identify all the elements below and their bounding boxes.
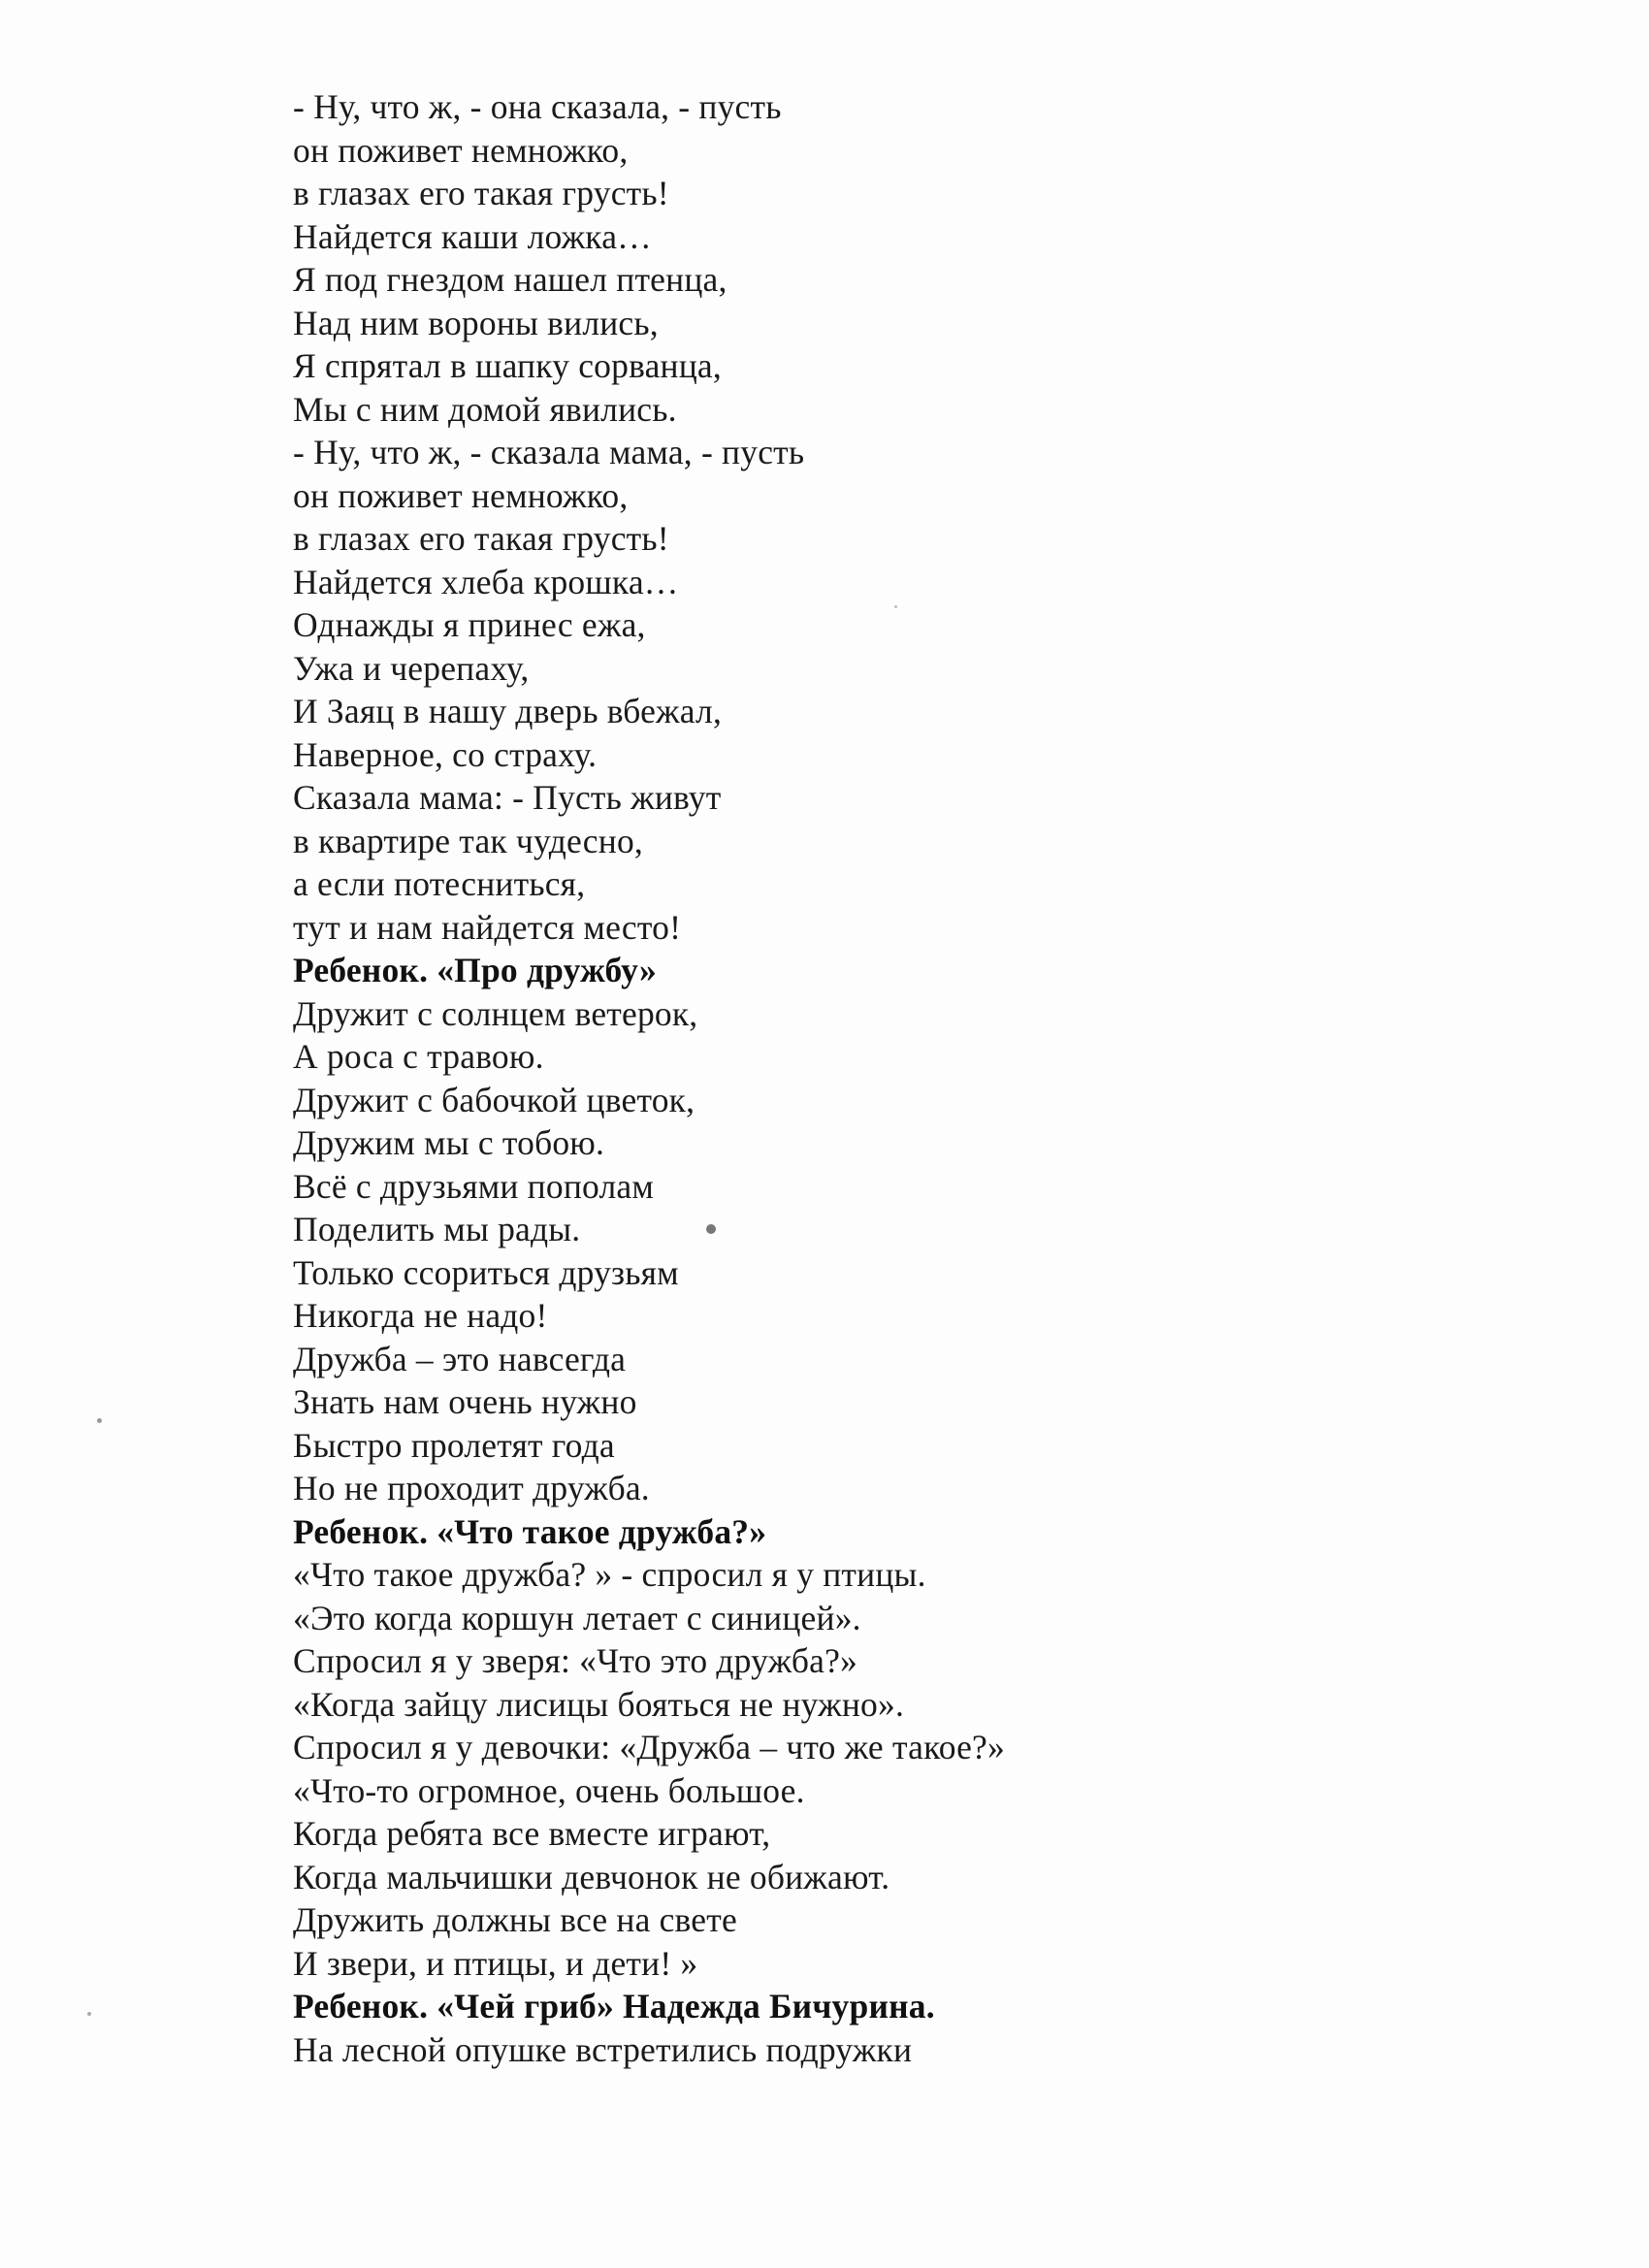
section-heading: Ребенок. «Что такое дружба?» (293, 1511, 767, 1551)
poem-line: Мы с ним домой явились. (293, 389, 677, 429)
poem-line: Знать нам очень нужно (293, 1382, 637, 1421)
poem-line: Спросил я у зверя: «Что это дружба?» (293, 1641, 857, 1680)
poem-line: И Заяц в нашу дверь вбежал, (293, 692, 723, 730)
poem-line: Я под гнездом нашел птенца, (293, 260, 728, 299)
poem-line: Найдется хлеба крошка… (293, 562, 679, 601)
poem-line: - Ну, что ж, - сказала мама, - пусть (293, 433, 805, 471)
poem-line: он поживет немножко, (293, 475, 629, 515)
poem-line: в квартире так чудесно, (293, 821, 643, 860)
poem-line: «Это когда коршун летает с синицей». (293, 1598, 861, 1637)
poem-line: Ужа и черепаху, (293, 648, 530, 688)
poem-line: Наверное, со страху. (293, 734, 598, 774)
poem-line: он поживет немножко, (293, 130, 629, 170)
poem-line: Дружит с бабочкой цветок, (293, 1080, 695, 1119)
poem-line: И звери, и птицы, и дети! » (293, 1943, 698, 1983)
poem-line: Всё с друзьями пополам (293, 1166, 655, 1206)
poem-line: Однажды я принес ежа, (293, 605, 646, 644)
poem-line: «Когда зайцу лисицы бояться не нужно». (293, 1684, 905, 1724)
scan-speck-mark (87, 2012, 91, 2016)
section-heading: Ребенок. «Про дружбу» (293, 951, 657, 989)
section-heading: Ребенок. «Чей гриб» Надежда Бичурина. (293, 1987, 935, 2025)
poem-line: Спросил я у девочки: «Дружба – что же такое?» (293, 1728, 1005, 1766)
poem-line: в глазах его такая грусть! (293, 174, 669, 212)
poem-line: а если потесниться, (293, 864, 586, 903)
poem-text-block (293, 85, 1457, 2071)
scan-speck-mark (97, 1418, 102, 1423)
poem-line: А роса с травою. (293, 1037, 544, 1076)
poem-line: Над ним вороны вились, (293, 303, 659, 342)
poem-line: Я спрятал в шапку сорванца, (293, 346, 722, 385)
scan-speck-mark (894, 605, 897, 608)
poem-line: На лесной опушке встретились подружки (293, 2029, 913, 2069)
poem-line: Когда ребята все вместе играют, (293, 1814, 771, 1853)
poem-line: Но не проходит дружба. (293, 1469, 650, 1507)
poem-line: Только ссориться друзьям (293, 1252, 679, 1292)
poem-line: тут и нам найдется место! (293, 907, 682, 947)
poem-line: Дружба – это навсегда (293, 1339, 627, 1378)
poem-line: в глазах его такая грусть! (293, 519, 669, 558)
poem-line: Никогда не надо! (293, 1296, 548, 1335)
scan-speck-mark (706, 1224, 716, 1234)
poem-line: «Что-то огромное, очень большое. (293, 1770, 805, 1810)
poem-line: Дружить должны все на свете (293, 1900, 737, 1939)
poem-line: - Ну, что ж, - она сказала, - пусть (293, 87, 782, 126)
poem-line: Быстро пролетят года (293, 1425, 615, 1465)
poem-line: «Что такое дружба? » - спросил я у птицы. (293, 1555, 926, 1594)
poem-line: Сказала мама: - Пусть живут (293, 778, 722, 817)
poem-line: Найдется каши ложка… (293, 216, 652, 256)
poem-line: Поделить мы рады. (293, 1210, 581, 1248)
poem-line: Дружим мы с тобою. (293, 1123, 605, 1162)
poem-line: Дружит с солнцем ветерок, (293, 993, 698, 1033)
poem-line: Когда мальчишки девчонок не обижают. (293, 1857, 890, 1896)
